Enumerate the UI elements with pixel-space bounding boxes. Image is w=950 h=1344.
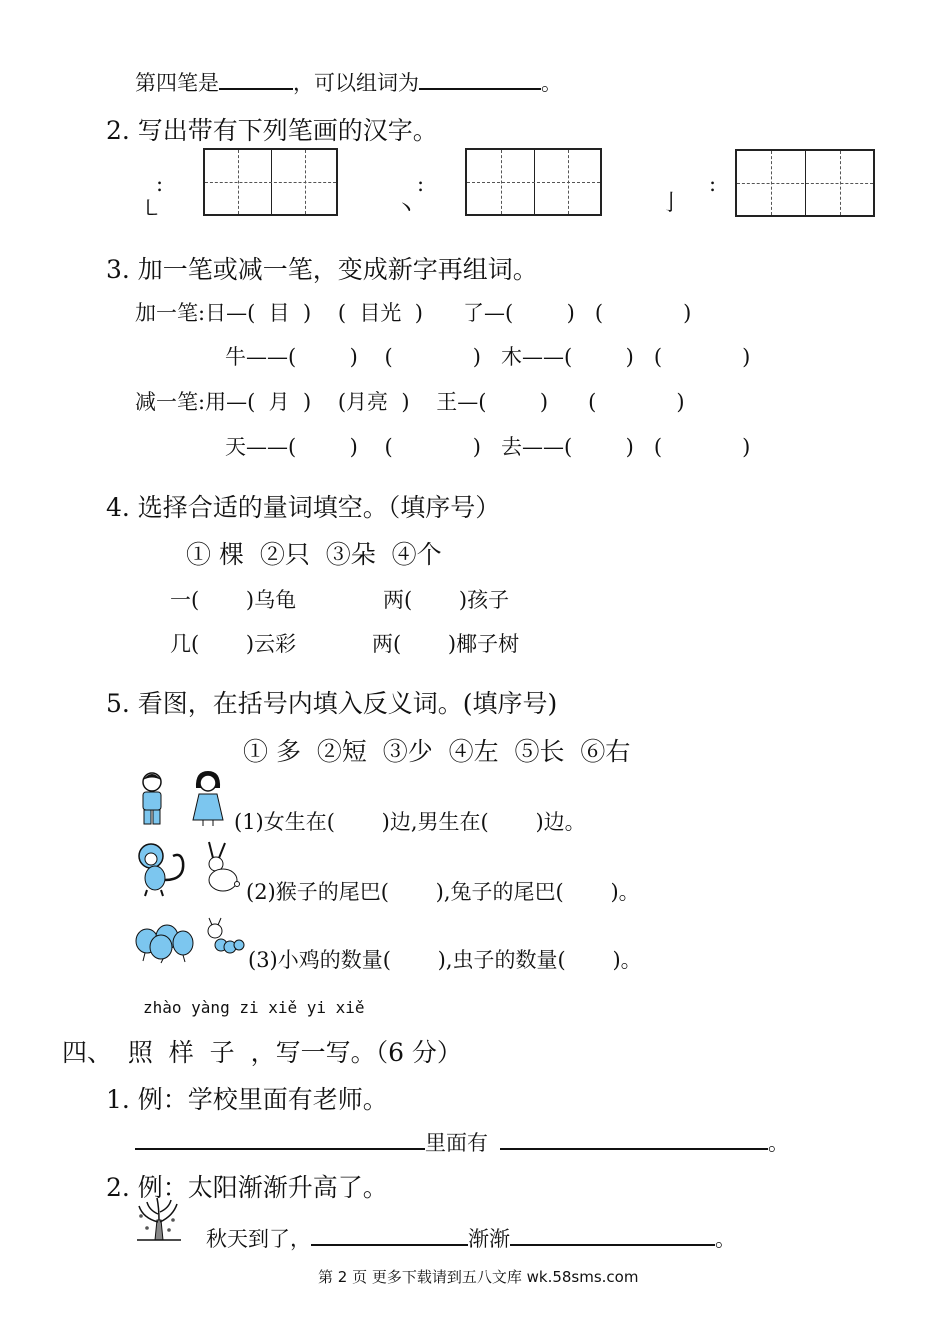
- section4-example-2: 2. 例：太阳渐渐升高了。: [106, 1173, 388, 1202]
- answer-blank[interactable]: [419, 66, 541, 90]
- q3-line-sub: 减一笔:用—( 月 ) (月亮 ) 王—( ) ( ): [135, 390, 685, 414]
- rabbit-icon: [209, 842, 240, 891]
- q1-tail-text-b: ，可以组词为: [293, 71, 419, 95]
- q3-line-add: 加一笔:日—( 目 ) ( 目光 ) 了—( ) ( ): [135, 301, 692, 325]
- q5-sentence-2: (2)猴子的尾巴( ),兔子的尾巴( )。: [246, 880, 640, 904]
- q1-tail-line: [135, 66, 562, 97]
- writing-grid[interactable]: [735, 149, 875, 217]
- girl-icon: [193, 771, 223, 826]
- answer-2-mid: 渐渐: [468, 1227, 510, 1251]
- stroke-dian-icon: 丶: [395, 197, 418, 222]
- chicks-icon: [136, 925, 193, 963]
- chicks-bug-illustration: [133, 915, 245, 965]
- q2-title: 2. 写出带有下列笔画的汉字。: [106, 116, 438, 145]
- q3-line-add-2: 牛——( ) ( ) 木——( ) ( ): [225, 345, 751, 369]
- monkey-icon: [139, 844, 183, 896]
- q2-colon: :: [417, 172, 425, 196]
- section4-title: 四、 照 样 子 ，写一写。（6 分）: [62, 1038, 462, 1067]
- q5-sentence-3: (3)小鸡的数量( ),虫子的数量( )。: [248, 948, 642, 972]
- answer-1-mid: 里面有: [425, 1131, 488, 1155]
- bug-icon: [208, 918, 244, 953]
- q4-title: 4. 选择合适的量词填空。（填序号）: [106, 493, 501, 522]
- section4-pinyin: zhào yàng zi xiě yi xiě: [143, 998, 365, 1017]
- answer-1-end: 。: [768, 1131, 789, 1155]
- q4-item: 两( )椰子树: [372, 632, 520, 656]
- answer-blank[interactable]: [510, 1222, 715, 1246]
- boy-girl-illustration: [133, 768, 237, 828]
- answer-blank[interactable]: [219, 66, 293, 90]
- section4-answer-1: [135, 1126, 789, 1157]
- section4-answer-2: [206, 1222, 736, 1253]
- answer-2-start: 秋天到了，: [206, 1227, 311, 1251]
- q3-line-sub-2: 天——( ) ( ) 去——( ) ( ): [225, 435, 751, 459]
- answer-blank[interactable]: [500, 1126, 768, 1150]
- monkey-rabbit-illustration: [133, 840, 243, 898]
- writing-grid[interactable]: [465, 148, 602, 216]
- q4-item: 两( )孩子: [383, 588, 510, 612]
- autumn-tree-icon: [133, 1196, 183, 1242]
- q5-sentence-1: (1)女生在( )边,男生在( )边。: [234, 810, 586, 834]
- boy-icon: [143, 773, 161, 824]
- q2-colon: :: [709, 172, 717, 196]
- stroke-shugou-icon: 亅: [660, 191, 683, 216]
- page-footer: 第 2 页 更多下载请到五八文库 wk.58sms.com: [318, 1268, 639, 1286]
- answer-blank[interactable]: [135, 1126, 425, 1150]
- q1-tail-text-a: 第四笔是: [135, 71, 219, 95]
- writing-grid[interactable]: [203, 148, 338, 216]
- q4-item: 一( )乌龟: [170, 588, 297, 612]
- answer-blank[interactable]: [311, 1222, 468, 1246]
- q2-colon: :: [156, 172, 164, 196]
- q4-item: 几( )云彩: [170, 632, 297, 656]
- section4-example-1: 1. 例：学校里面有老师。: [106, 1085, 388, 1114]
- answer-2-end: 。: [715, 1227, 736, 1251]
- q5-title: 5. 看图，在括号内填入反义词。(填序号): [106, 689, 558, 718]
- q4-options: ① 棵 ②只 ③朵 ④个: [186, 540, 442, 569]
- q3-title: 3. 加一笔或减一笔，变成新字再组词。: [106, 255, 538, 284]
- q5-options: ① 多 ②短 ③少 ④左 ⑤长 ⑥右: [243, 737, 631, 766]
- stroke-shuzhe-icon: ㇄: [140, 197, 163, 222]
- q1-tail-text-c: 。: [541, 71, 562, 95]
